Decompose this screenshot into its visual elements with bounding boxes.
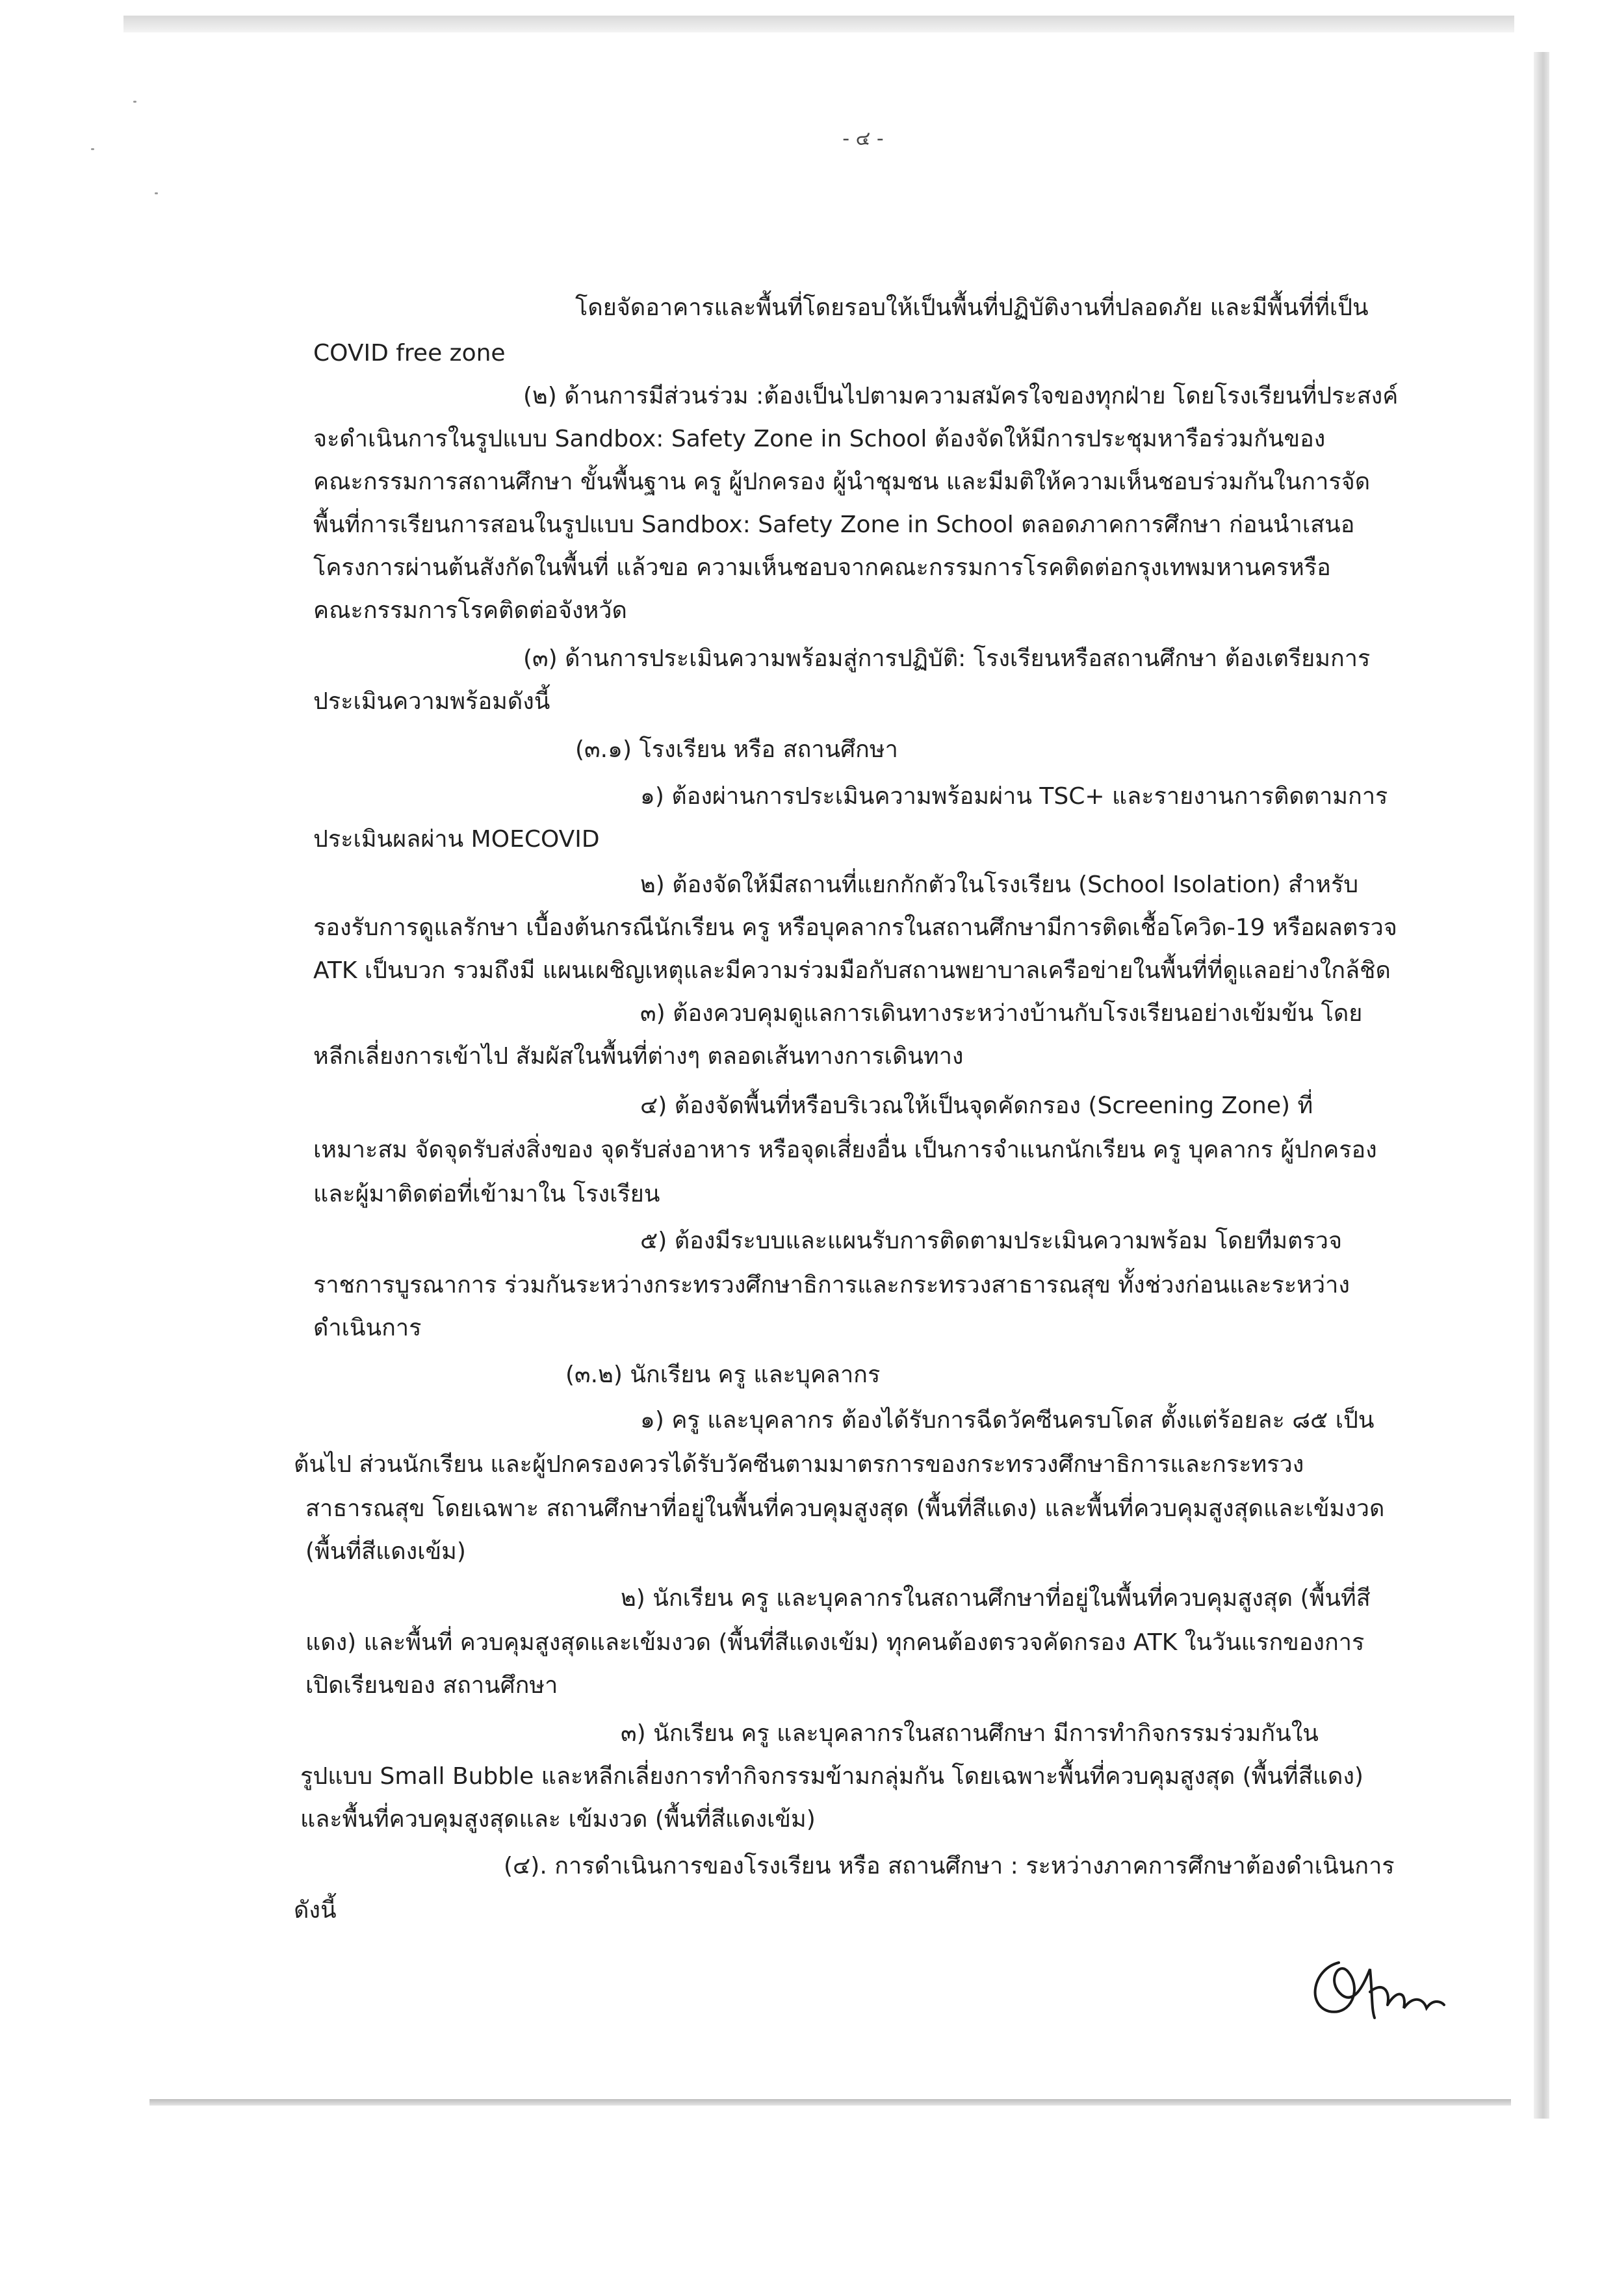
body-line: (๔). การดำเนินการของโรงเรียน หรือ สถานศึกษา : ระหว่างภาคการศึกษาต้องดำเนินการ — [504, 1853, 1395, 1879]
body-line: ๓) ต้องควบคุมดูแลการเดินทางระหว่างบ้านกับโรงเรียนอย่างเข้มข้น โดย — [640, 1000, 1363, 1027]
scan-speck — [133, 101, 136, 103]
body-line: หลีกเลี่ยงการเข้าไป สัมผัสในพื้นที่ต่างๆ ตลอดเส้นทางการเดินทาง — [313, 1043, 964, 1070]
body-line: เหมาะสม จัดจุดรับส่งสิ่งของ จุดรับส่งอาหาร หรือจุดเสี่ยงอื่น เป็นการจำแนกนักเรียน ครู บุคลากร ผู้ปกครอง — [313, 1137, 1377, 1163]
body-line: ดังนี้ — [294, 1897, 337, 1924]
body-line: ประเมินผลผ่าน MOECOVID — [313, 826, 600, 853]
body-line: (๓.๑) โรงเรียน หรือ สถานศึกษา — [575, 736, 898, 763]
scan-bottom-shadow — [149, 2099, 1511, 2106]
scan-right-shadow — [1534, 52, 1549, 2119]
body-line: โดยจัดอาคารและพื้นที่โดยรอบให้เป็นพื้นที่ปฏิบัติงานที่ปลอดภัย และมีพื้นที่ที่เป็น — [575, 294, 1369, 321]
body-line: รองรับการดูแลรักษา เบื้องต้นกรณีนักเรียน ครู หรือบุคลากรในสถานศึกษามีการติดเชื้อโควิด-19 หรือผลตรวจ — [313, 914, 1397, 941]
body-line: พื้นที่การเรียนการสอนในรูปแบบ Sandbox: Safety Zone in School ตลอดภาคการศึกษา ก่อนนำเสนอ — [313, 511, 1355, 538]
body-line: โครงการผ่านต้นสังกัดในพื้นที่ แล้วขอ ความเห็นชอบจากคณะกรรมการโรคติดต่อกรุงเทพมหานครหรือ — [313, 554, 1331, 581]
body-line: (๓) ด้านการประเมินความพร้อมสู่การปฏิบัติ: โรงเรียนหรือสถานศึกษา ต้องเตรียมการ — [523, 645, 1371, 672]
body-line: ต้นไป ส่วนนักเรียน และผู้ปกครองควรได้รับวัคซีนตามมาตรการของกระทรวงศึกษาธิการและกระทรวง — [294, 1451, 1304, 1478]
body-line: ๕) ต้องมีระบบและแผนรับการติดตามประเมินความพร้อม โดยทีมตรวจ — [640, 1228, 1343, 1254]
body-line: รูปแบบ Small Bubble และหลีกเลี่ยงการทำกิจกรรมข้ามกลุ่มกัน โดยเฉพาะพื้นที่ควบคุมสูงสุด (พื้นที่สีแดง) — [300, 1763, 1363, 1790]
body-line: ๒) ต้องจัดให้มีสถานที่แยกกักตัวในโรงเรียน (School Isolation) สำหรับ — [640, 871, 1359, 898]
scan-speck — [155, 192, 158, 194]
body-line: (๒) ด้านการมีส่วนร่วม :ต้องเป็นไปตามความสมัครใจของทุกฝ่าย โดยโรงเรียนที่ประสงค์ — [523, 383, 1399, 409]
body-line: (๓.๒) นักเรียน ครู และบุคลากร — [565, 1361, 881, 1388]
body-line: ๔) ต้องจัดพื้นที่หรือบริเวณให้เป็นจุดคัดกรอง (Screening Zone) ที่ — [640, 1092, 1313, 1119]
body-line: ATK เป็นบวก รวมถึงมี แผนเผชิญเหตุและมีความร่วมมือกับสถานพยาบาลเครือข่ายในพื้นที่ที่ดูแลอย่างใกล้ชิด — [313, 957, 1391, 984]
body-line: ๑) ต้องผ่านการประเมินความพร้อมผ่าน TSC+ และรายงานการติดตามการ — [640, 783, 1388, 810]
body-line: ๓) นักเรียน ครู และบุคลากรในสถานศึกษา มีการทำกิจกรรมร่วมกันใน — [621, 1720, 1319, 1747]
scan-top-shadow — [123, 16, 1514, 32]
body-line: คณะกรรมการโรคติดต่อจังหวัด — [313, 597, 627, 624]
body-line: COVID free zone — [313, 340, 506, 367]
body-line: เปิดเรียนของ สถานศึกษา — [305, 1672, 558, 1699]
body-line: ราชการบูรณาการ ร่วมกันระหว่างกระทรวงศึกษาธิการและกระทรวงสาธารณสุข ทั้งช่วงก่อนและระหว่าง — [313, 1272, 1350, 1298]
handwritten-signature — [1293, 1943, 1449, 2034]
body-line: จะดำเนินการในรูปแบบ Sandbox: Safety Zone in School ต้องจัดให้มีการประชุมหารือร่วมกันของ — [313, 426, 1326, 452]
body-line: และผู้มาติดต่อที่เข้ามาใน โรงเรียน — [313, 1181, 660, 1207]
body-line: (พื้นที่สีแดงเข้ม) — [305, 1538, 466, 1565]
body-line: ๑) ครู และบุคลากร ต้องได้รับการฉีดวัคซีนครบโดส ตั้งแต่ร้อยละ ๘๕ เป็น — [640, 1407, 1375, 1434]
page-number: - ๔ - — [842, 127, 884, 150]
body-line: ๒) นักเรียน ครู และบุคลากรในสถานศึกษาที่อยู่ในพื้นที่ควบคุมสูงสุด (พื้นที่สี — [621, 1585, 1371, 1612]
body-line: ดำเนินการ — [313, 1315, 422, 1341]
scan-speck — [91, 148, 94, 150]
body-line: สาธารณสุข โดยเฉพาะ สถานศึกษาที่อยู่ในพื้นที่ควบคุมสูงสุด (พื้นที่สีแดง) และพื้นที่ควบคุมสูงสุดและเข้มงวด — [305, 1495, 1385, 1522]
body-line: คณะกรรมการสถานศึกษา ขั้นพื้นฐาน ครู ผู้ปกครอง ผู้นำชุมชน และมีมติให้ความเห็นชอบร่วมกันในการจัด — [313, 469, 1371, 495]
body-line: ประเมินความพร้อมดังนี้ — [313, 688, 550, 715]
body-line: แดง) และพื้นที่ ควบคุมสูงสุดและเข้มงวด (พื้นที่สีแดงเข้ม) ทุกคนต้องตรวจคัดกรอง ATK ในวันแรกของการ — [305, 1629, 1365, 1656]
body-line: และพื้นที่ควบคุมสูงสุดและ เข้มงวด (พื้นที่สีแดงเข้ม) — [300, 1806, 816, 1833]
